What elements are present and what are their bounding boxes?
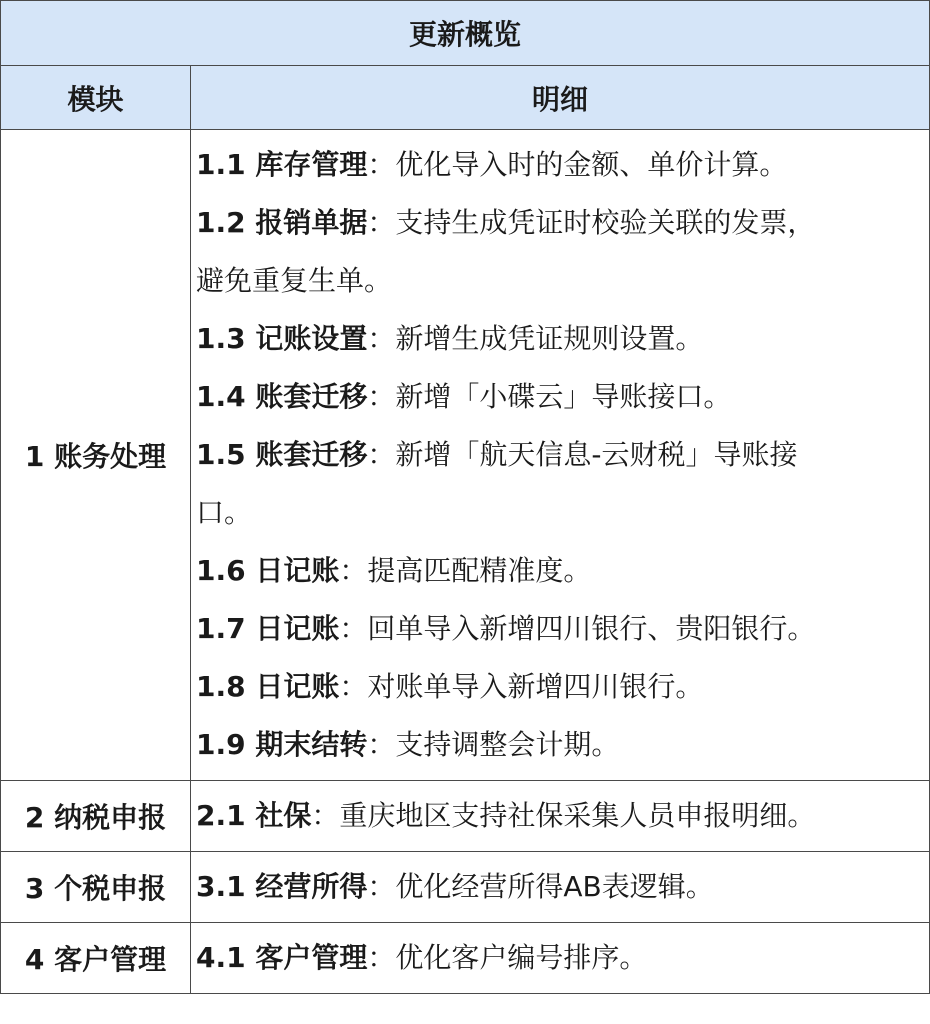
detail-item-title: 1.7 日记账	[196, 612, 340, 645]
detail-item-text: 重庆地区支持社保采集人员申报明细。	[339, 799, 816, 832]
detail-cell	[191, 781, 930, 852]
detail-item-text: 支持调整会计期。	[395, 728, 620, 761]
module-cell: 4 客户管理	[1, 923, 191, 994]
detail-line	[196, 368, 929, 426]
detail-item-separator: ：	[339, 612, 368, 645]
detail-item-text: 口。	[196, 496, 253, 529]
table-row	[1, 923, 930, 994]
column-header-detail: 明细	[191, 66, 930, 130]
detail-item-text: 对账单导入新增四川银行。	[367, 670, 704, 703]
detail-item-separator: ：	[367, 206, 396, 239]
detail-item-title: 1.2 报销单据	[196, 206, 368, 239]
detail-item-title: 1.1 库存管理	[196, 148, 368, 181]
detail-item-title: 4.1 客户管理	[196, 941, 368, 974]
detail-line	[196, 426, 929, 484]
detail-line	[196, 600, 929, 658]
detail-item-text: 优化导入时的金额、单价计算。	[395, 148, 788, 181]
detail-line	[196, 787, 929, 845]
detail-cell	[191, 130, 930, 781]
detail-item-text: 优化客户编号排序。	[395, 941, 648, 974]
detail-cell	[191, 852, 930, 923]
detail-item-text: 新增「小碟云」导账接口。	[395, 380, 732, 413]
detail-item-title: 1.6 日记账	[196, 554, 340, 587]
detail-line	[196, 252, 929, 310]
table-row	[1, 781, 930, 852]
detail-item-title: 1.4 账套迁移	[196, 380, 368, 413]
detail-line	[196, 194, 929, 252]
column-header-module: 模块	[1, 66, 191, 130]
table-body	[1, 130, 930, 994]
detail-item-text: 回单导入新增四川银行、贵阳银行。	[367, 612, 816, 645]
module-cell: 2 纳税申报	[1, 781, 191, 852]
detail-item-title: 3.1 经营所得	[196, 870, 368, 903]
detail-item-separator: ：	[367, 870, 396, 903]
detail-item-text: 优化经营所得AB表逻辑。	[395, 870, 714, 903]
table-header-row	[1, 66, 930, 130]
detail-item-separator: ：	[367, 148, 396, 181]
detail-item-separator: ：	[311, 799, 340, 832]
detail-item-title: 2.1 社保	[196, 799, 312, 832]
detail-item-text: 新增生成凭证规则设置。	[395, 322, 704, 355]
module-cell: 1 账务处理	[1, 130, 191, 781]
detail-item-separator: ：	[339, 670, 368, 703]
detail-item-separator: ：	[367, 438, 396, 471]
table-row	[1, 130, 930, 781]
table-title: 更新概览	[1, 1, 930, 66]
detail-cell	[191, 923, 930, 994]
detail-item-text: 提高匹配精准度。	[367, 554, 592, 587]
detail-line	[196, 658, 929, 716]
detail-item-separator: ：	[367, 728, 396, 761]
detail-item-title: 1.9 期末结转	[196, 728, 368, 761]
detail-line	[196, 310, 929, 368]
detail-item-text: 新增「航天信息-云财税」导账接	[395, 438, 798, 471]
detail-item-title: 1.8 日记账	[196, 670, 340, 703]
detail-line	[196, 136, 929, 194]
detail-item-separator: ：	[367, 380, 396, 413]
table-title-row	[1, 1, 930, 66]
detail-line	[196, 484, 929, 542]
detail-item-text: 避免重复生单。	[196, 264, 393, 297]
table-row	[1, 852, 930, 923]
detail-item-title: 1.5 账套迁移	[196, 438, 368, 471]
detail-item-separator: ：	[367, 941, 396, 974]
detail-item-title: 1.3 记账设置	[196, 322, 368, 355]
detail-item-separator: ：	[339, 554, 368, 587]
detail-item-text: 支持生成凭证时校验关联的发票，	[395, 206, 816, 239]
detail-line	[196, 716, 929, 774]
module-cell: 3 个税申报	[1, 852, 191, 923]
detail-line	[196, 858, 929, 916]
detail-line	[196, 542, 929, 600]
detail-line	[196, 929, 929, 987]
detail-item-separator: ：	[367, 322, 396, 355]
